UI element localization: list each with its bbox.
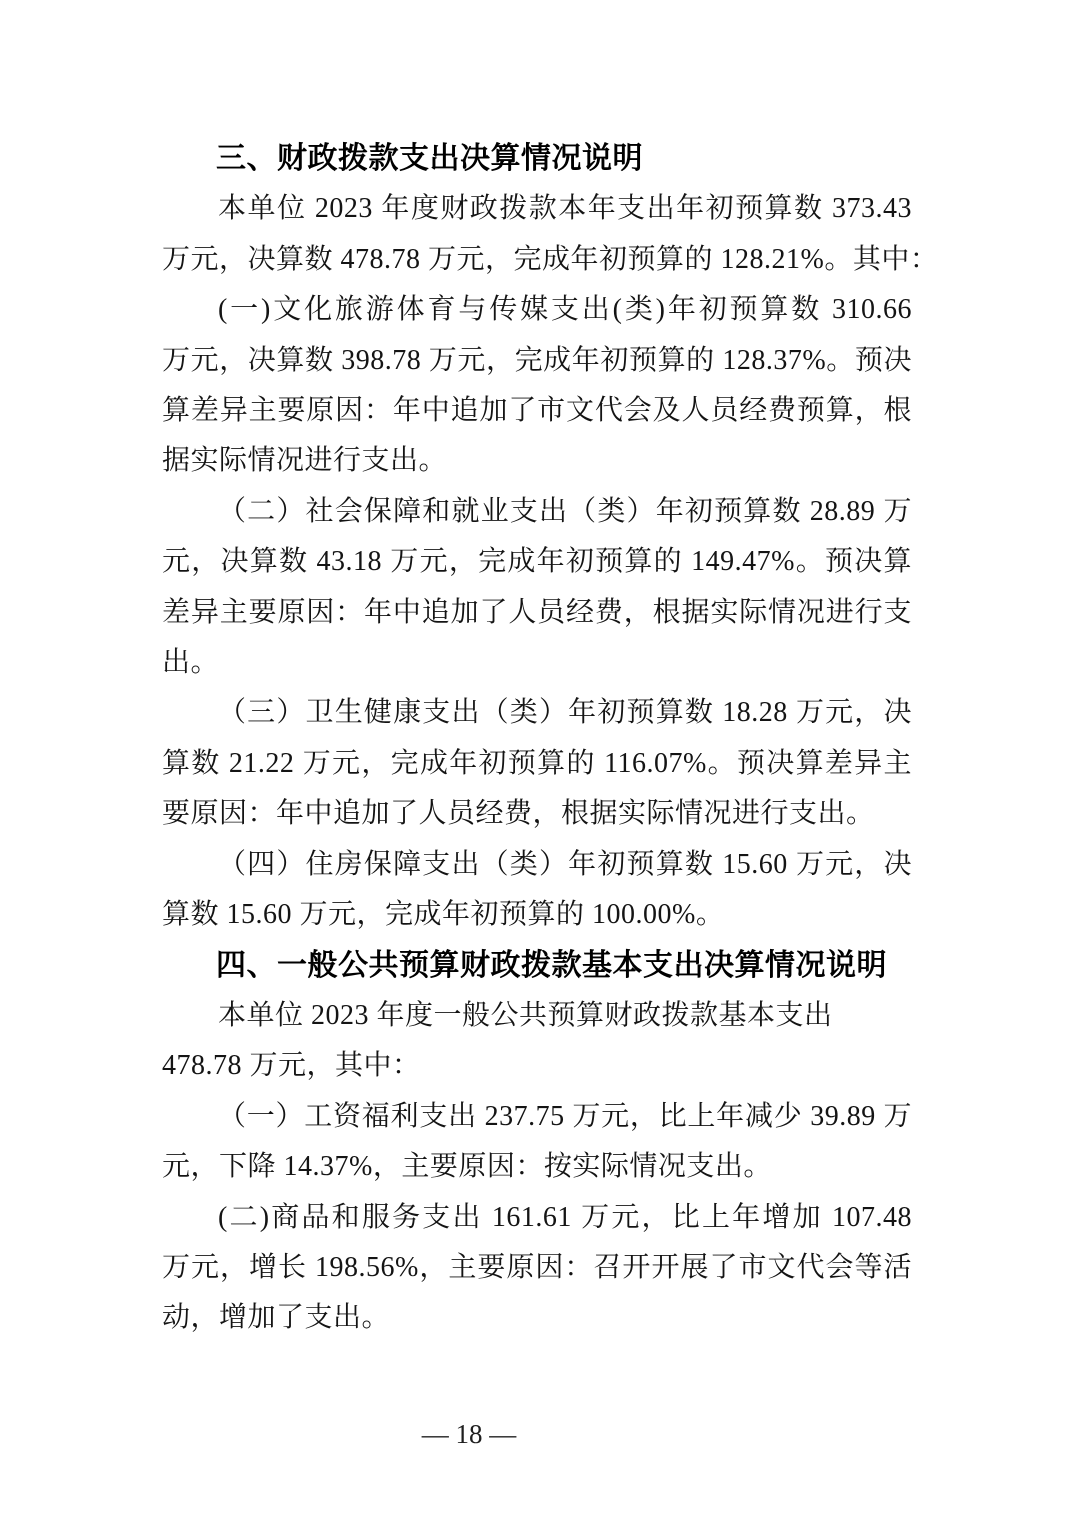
section-3-heading: 三、财政拨款支出决算情况说明 <box>216 142 643 175</box>
text-line: 万元，决算数 478.78 万元，完成年初预算的 128.21%。其中： <box>162 243 939 275</box>
text-line: 算差异主要原因：年中追加了市文代会及人员经费预算，根 <box>162 395 912 427</box>
text-line: 差异主要原因：年中追加了人员经费，根据实际情况进行支 <box>162 596 912 628</box>
page-footer <box>0 1414 1006 1454</box>
text-line: 算数 21.22 万元，完成年初预算的 116.07%。预决算差异主 <box>162 747 912 779</box>
section-4-heading: 四、一般公共预算财政拨款基本支出决算情况说明 <box>216 948 887 982</box>
text-line: 元，决算数 43.18 万元，完成年初预算的 149.47%。预决算 <box>162 546 912 578</box>
text-line: 要原因：年中追加了人员经费，根据实际情况进行支出。 <box>162 798 875 830</box>
text-line: 478.78 万元，其中： <box>162 1050 421 1082</box>
paragraph-goods-services <box>162 1193 912 1344</box>
document-content <box>162 134 939 1344</box>
text-line: (二)商品和服务支出 161.61 万元，比上年增加 107.48 <box>218 1201 912 1233</box>
text-line: 万元，决算数 398.78 万元，完成年初预算的 128.37%。预决 <box>162 344 912 376</box>
paragraph-housing <box>162 840 912 941</box>
text-line: 万元，增长 198.56%，主要原因：召开开展了市文代会等活 <box>162 1251 912 1283</box>
text-line: (一)文化旅游体育与传媒支出(类)年初预算数 310.66 <box>218 294 912 326</box>
paragraph-fiscal-total <box>162 184 939 285</box>
text-line: 本单位 2023 年度财政拨款本年支出年初预算数 373.43 <box>218 193 912 225</box>
paragraph-social-security <box>162 487 912 689</box>
text-line: 本单位 2023 年度一般公共预算财政拨款基本支出 <box>218 999 833 1031</box>
page-number: — 18 — <box>421 1419 517 1449</box>
text-line: 元，下降 14.37%，主要原因：按实际情况支出。 <box>162 1151 772 1183</box>
paragraph-health <box>162 688 912 839</box>
paragraph-culture-tourism <box>162 285 912 487</box>
paragraph-salary-welfare <box>162 1092 912 1193</box>
text-line: （二）社会保障和就业支出（类）年初预算数 28.89 万 <box>218 495 912 527</box>
text-line: （四）住房保障支出（类）年初预算数 15.60 万元，决 <box>218 848 912 880</box>
text-line: （三）卫生健康支出（类）年初预算数 18.28 万元，决 <box>218 697 912 729</box>
text-line: 据实际情况进行支出。 <box>162 445 448 477</box>
paragraph-basic-expenditure <box>162 991 912 1092</box>
text-line: 出。 <box>162 647 220 679</box>
text-line: 算数 15.60 万元，完成年初预算的 100.00%。 <box>162 899 725 931</box>
text-line: （一）工资福利支出 237.75 万元，比上年减少 39.89 万 <box>218 1100 912 1132</box>
text-line: 动，增加了支出。 <box>162 1302 391 1334</box>
